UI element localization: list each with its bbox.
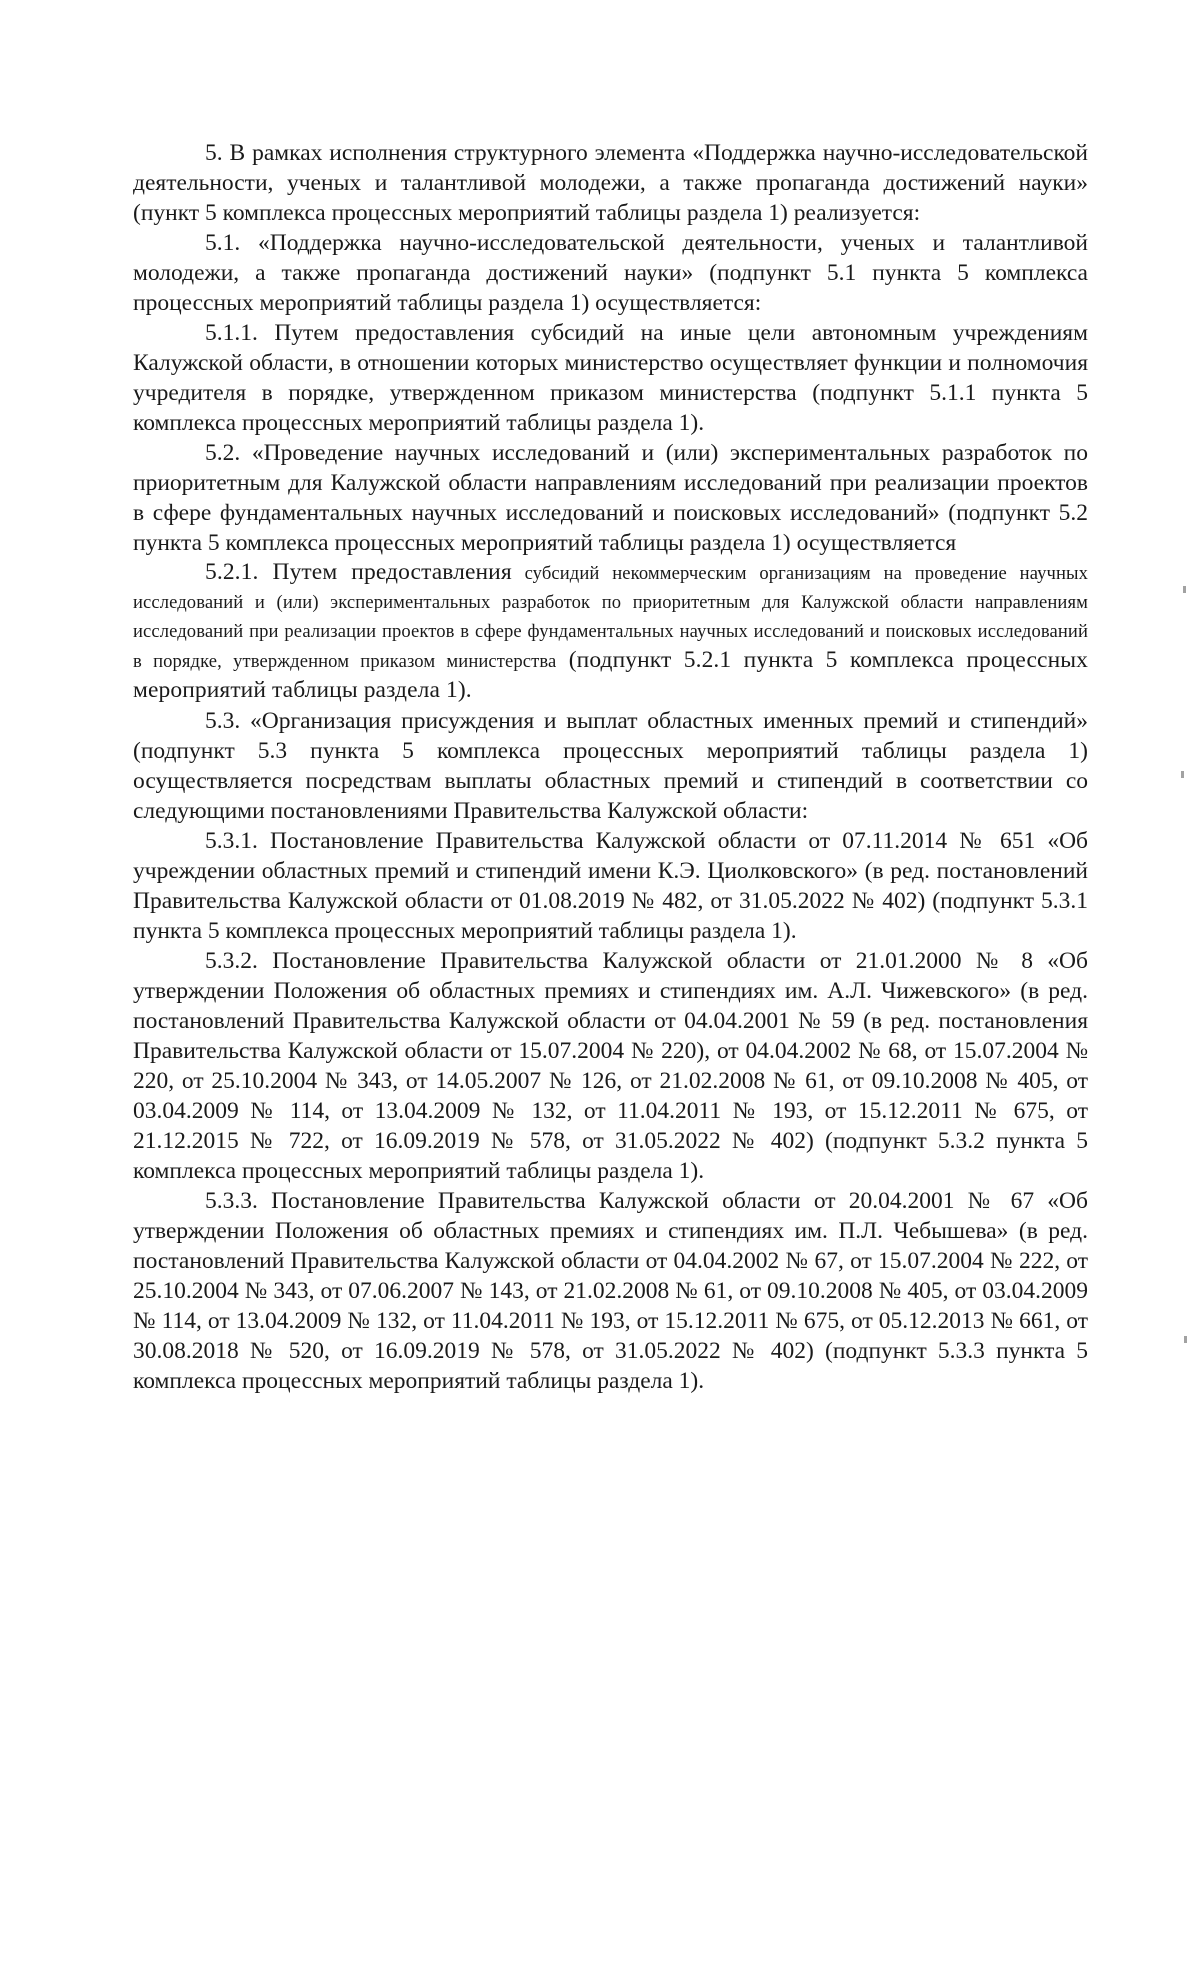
paragraph-5-3-2: 5.3.2. Постановление Правительства Калужской области от 21.01.2000 № 8 «Об утверждении Положения об областных премиях и стипендиях им. А.Л. Чижевского» (в ред. постановлений Правительства Калужской области от 04.04.2001 № 59 (в ред. постановления Правительства Калужской области от 15.07.2004 № 220), от 04.04.2002 № 68, от 15.07.2004 № 220, от 25.10.2004 № 343, от 14.05.2007 № 126, от 21.02.2008 № 61, от 09.10.2008 № 405, от 03.04.2009 № 114, от 13.04.2009 № 132, от 11.04.2011 № 193, от 15.12.2011 № 675, от 21.12.2015 № 722, от 16.09.2019 № 578, от 31.05.2022 № 402) (подпункт 5.3.2 пункта 5 комплекса процессных мероприятий таблицы раздела 1).: [133, 948, 1088, 1184]
paragraph-5-3: 5.3. «Организация присуждения и выплат областных именных премий и стипендий» (подпункт 5.3 пункта 5 комплекса процессных мероприятий таблицы раздела 1) осуществляется посредствам выплаты областных премий и стипендий в соответствии со следующими постановлениями Правительства Калужской области:: [133, 708, 1088, 824]
paragraph-5-1: 5.1. «Поддержка научно-исследовательской деятельности, ученых и талантливой молодежи, а также пропаганда достижений науки» (подпункт 5.1 пункта 5 комплекса процессных мероприятий таблицы раздела 1) осуществляется:: [133, 230, 1088, 316]
paragraph-5-2-1-lead: 5.2.1. Путем предоставления: [205, 559, 512, 585]
paragraph-5-1-1: 5.1.1. Путем предоставления субсидий на иные цели автономным учреждениям Калужской области, в отношении которых министерство осуществляет функции и полномочия учредителя в порядке, утвержденном приказом министерства (подпункт 5.1.1 пункта 5 комплекса процессных мероприятий таблицы раздела 1).: [133, 320, 1088, 436]
paragraph-5-2-1-body: субсидий некоммерческим организациям на проведение научных исследований и (или) экспериментальных разработок по приоритетным для Калужской области направлениям исследований при реализации проектов в сфере фундаментальных научных исследований и поисковых исследований в порядке, утвержденном приказом министерства: [133, 563, 1088, 672]
scan-speck-3: [1184, 1336, 1187, 1343]
document-body: [133, 138, 1088, 1396]
paragraph-5-3-1: 5.3.1. Постановление Правительства Калужской области от 07.11.2014 № 651 «Об учреждении областных премий и стипендий имени К.Э. Циолковского» (в ред. постановлений Правительства Калужской области от 01.08.2019 № 482, от 31.05.2022 № 402) (подпункт 5.3.1 пункта 5 комплекса процессных мероприятий таблицы раздела 1).: [133, 828, 1088, 944]
scan-speck-1: [1183, 586, 1186, 593]
paragraph-5: 5. В рамках исполнения структурного элемента «Поддержка научно-исследовательской деятельности, ученых и талантливой молодежи, а также пропаганда достижений науки» (пункт 5 комплекса процессных мероприятий таблицы раздела 1) реализуется:: [133, 140, 1088, 226]
paragraph-5-3-3: 5.3.3. Постановление Правительства Калужской области от 20.04.2001 № 67 «Об утверждении Положения об областных премиях и стипендиях им. П.Л. Чебышева» (в ред. постановлений Правительства Калужской области от 04.04.2002 № 67, от 15.07.2004 № 222, от 25.10.2004 № 343, от 07.06.2007 № 143, от 21.02.2008 № 61, от 09.10.2008 № 405, от 03.04.2009 № 114, от 13.04.2009 № 132, от 11.04.2011 № 193, от 15.12.2011 № 675, от 05.12.2013 № 661, от 30.08.2018 № 520, от 16.09.2019 № 578, от 31.05.2022 № 402) (подпункт 5.3.3 пункта 5 комплекса процессных мероприятий таблицы раздела 1).: [133, 1188, 1088, 1394]
paragraph-5-2-1: [133, 558, 1088, 706]
paragraph-5-2-1-tail: (подпункт 5.2.1 пункта 5 комплекса процессных мероприятий таблицы раздела 1).: [133, 647, 1089, 703]
paragraph-5-2: 5.2. «Проведение научных исследований и (или) экспериментальных разработок по приоритетным для Калужской области направлениям исследований при реализации проектов в сфере фундаментальных научных исследований и поисковых исследований» (подпункт 5.2 пункта 5 комплекса процессных мероприятий таблицы раздела 1) осуществляется: [133, 440, 1088, 556]
scan-speck-2: [1181, 771, 1184, 778]
